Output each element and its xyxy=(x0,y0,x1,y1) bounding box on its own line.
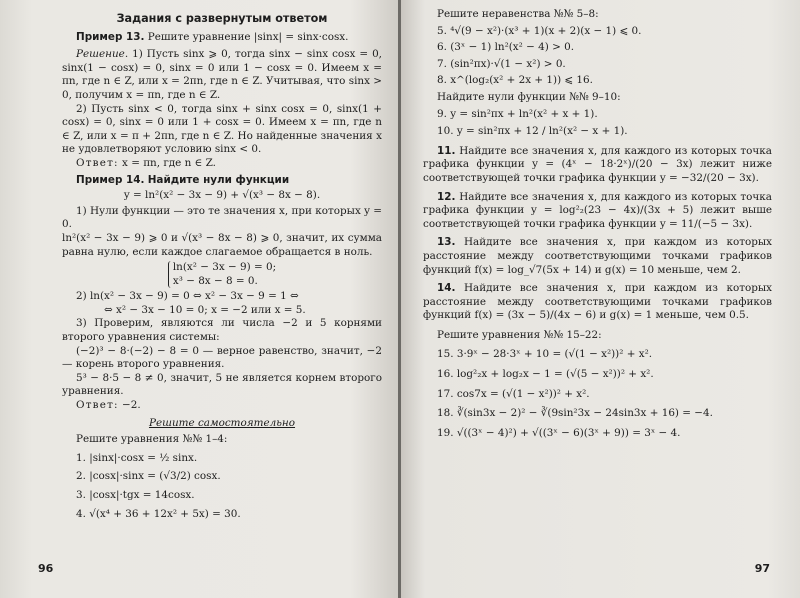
answer-label: Ответ: xyxy=(76,156,119,169)
example-14-step-2: 2) ln(x² − 3x − 9) = 0 ⇔ x² − 3x − 9 = 1 ⇔ xyxy=(76,290,299,303)
task-15: 15. 3·9ˣ − 28·3ˣ + 10 = (√(1 − x²))² + x². xyxy=(437,348,653,361)
section-title: Задания с развернутым ответом xyxy=(116,12,328,25)
task-11: Найдите все значения x, для каждого из которых точка графика функции y = (4ˣ − 18·2ˣ)/(20 − 3x) лежит ниже соответствующей точки графика функции y = −32/(20 − 3x). xyxy=(423,144,772,184)
example-14-step-3: 3) Проверим, являются ли числа −2 и 5 корнями второго уравнения системы: xyxy=(62,317,382,344)
task-14-number: 14. xyxy=(437,282,456,295)
left-page xyxy=(0,0,398,598)
task-5: 5. ⁴√(9 − x²)·(x³ + 1)(x + 2)(x − 1) ⩽ 0. xyxy=(437,24,642,37)
example-14-step-1b: ln²(x² − 3x − 9) ⩾ 0 и √(x³ − 8x − 8) ⩾ 0, значит, их сумма равна нулю, если каждое слагаемое обращается в ноль. xyxy=(62,231,382,258)
example-14-check-2: 5³ − 8·5 − 8 ≠ 0, значит, 5 не является корнем второго уравнения. xyxy=(62,371,382,398)
task-3: 3. |cosx|·tgx = 14cosx. xyxy=(76,489,195,501)
example-14-heading: Пример 14. xyxy=(76,173,145,186)
example-13-step-2: 2) Пусть sinx < 0, тогда sinx + sinx cosx = 0, sinx(1 + cosx) = 0, sinx = 0 или 1 + cosx = 0. Имеем x = πn, где n ∈ Z, или x = π + 2πn, где n ∈ Z. Но найденные значения x не удовлетворяют условию sinx < 0. xyxy=(62,102,382,156)
task-2: 2. |cosx|·sinx = (√3/2) cosx. xyxy=(76,470,221,483)
example-13-heading: Пример 13. xyxy=(76,30,145,43)
task-1: 1. |sinx|·cosx = ½ sinx. xyxy=(76,451,198,464)
self-study-intro: Решите уравнения №№ 1–4: xyxy=(76,433,228,446)
page-number-left: 96 xyxy=(38,562,54,576)
zeros-intro: Найдите нули функции №№ 9–10: xyxy=(437,90,621,103)
task-13-number: 13. xyxy=(437,236,456,249)
example-14-step-1: 1) Нули функции — это те значения x, при которых y = 0. xyxy=(62,204,382,231)
example-14-step-2b: ⇔ x² − 3x − 10 = 0; x = −2 или x = 5. xyxy=(104,303,306,316)
task-7: 7. (sin²πx)·√(1 − x²) > 0. xyxy=(437,57,566,70)
equation-system xyxy=(62,261,382,288)
example-14-check-1: (−2)³ − 8·(−2) − 8 = 0 — верное равенство, значит, −2 — корень второго уравнения. xyxy=(62,344,382,371)
task-18: 18. ∛(sin3x − 2)² − ∛(9sin²3x − 24sin3x + 16) = −4. xyxy=(437,407,713,420)
solution-label: Решение. xyxy=(76,48,129,61)
example-14-answer: −2. xyxy=(122,399,141,412)
task-10: 10. y = sin²πx + 12 / ln²(x² − x + 1). xyxy=(437,125,628,138)
task-17: 17. cos7x = (√(1 − x²))² + x². xyxy=(437,387,590,400)
task-12-number: 12. xyxy=(437,190,456,203)
task-16: 16. log²₂x + log₂x − 1 = (√(5 − x²))² + x². xyxy=(437,368,654,381)
task-13: Найдите все значения x, при каждом из которых расстояние между соответствующими точками графиков функций f(x) = log_√7(5x + 14) и g(x) = 10 меньше, чем 2. xyxy=(423,236,772,276)
example-14-function: y = ln²(x² − 3x − 9) + √(x³ − 8x − 8). xyxy=(123,189,321,202)
self-study-heading: Решите самостоятельно xyxy=(148,416,296,429)
system-line-2: x³ − 8x − 8 = 0. xyxy=(172,274,258,287)
example-14-task: Найдите нули функции xyxy=(147,173,290,186)
page-number-right: 97 xyxy=(754,562,770,576)
example-13-task: Решите уравнение |sinx| = sinx·cosx. xyxy=(147,30,349,43)
task-19: 19. √((3ˣ − 4)²) + √((3ˣ − 6)(3ˣ + 9)) = 3ˣ − 4. xyxy=(437,426,681,439)
task-8: 8. x^(log₂(x² + 2x + 1)) ⩽ 16. xyxy=(437,74,593,87)
inequalities-intro: Решите неравенства №№ 5–8: xyxy=(437,8,599,20)
task-11-number: 11. xyxy=(437,144,456,157)
task-4: 4. √(x⁴ + 36 + 12x² + 5x) = 30. xyxy=(76,507,241,520)
right-page xyxy=(401,0,800,598)
example-13-step-1: 1) Пусть sinx ⩾ 0, тогда sinx − sinx cosx = 0, sinx(1 − cosx) = 0, sinx = 0 или 1 − cosx = 0. Имеем x = πn, где n ∈ Z, или x = 2πn, где n ∈ Z. Учитывая, что sinx > 0, получим x = πn, где n ∈ Z. xyxy=(62,48,382,101)
equations-intro: Решите уравнения №№ 15–22: xyxy=(437,328,602,341)
task-9: 9. y = sin²πx + ln²(x² + x + 1). xyxy=(437,107,598,120)
task-6: 6. (3ˣ − 1) ln²(x² − 4) > 0. xyxy=(437,41,575,54)
system-line-1: ln(x² − 3x − 9) = 0; xyxy=(172,261,277,274)
task-12: Найдите все значения x, для каждого из которых точка графика функции y = log²₂(23 − 4x)/(3x + 5) лежит выше соответствующей точки графика функции y = 11/(−5 − 3x). xyxy=(423,190,772,230)
task-14: Найдите все значения x, при каждом из которых расстояние между соответствующими точками графиков функций f(x) = (3x − 5)/(4x − 6) и g(x) = 1 меньше, чем 0.5. xyxy=(423,282,772,322)
example-13-answer: x = πn, где n ∈ Z. xyxy=(122,156,216,169)
answer-label: Ответ: xyxy=(76,399,119,412)
